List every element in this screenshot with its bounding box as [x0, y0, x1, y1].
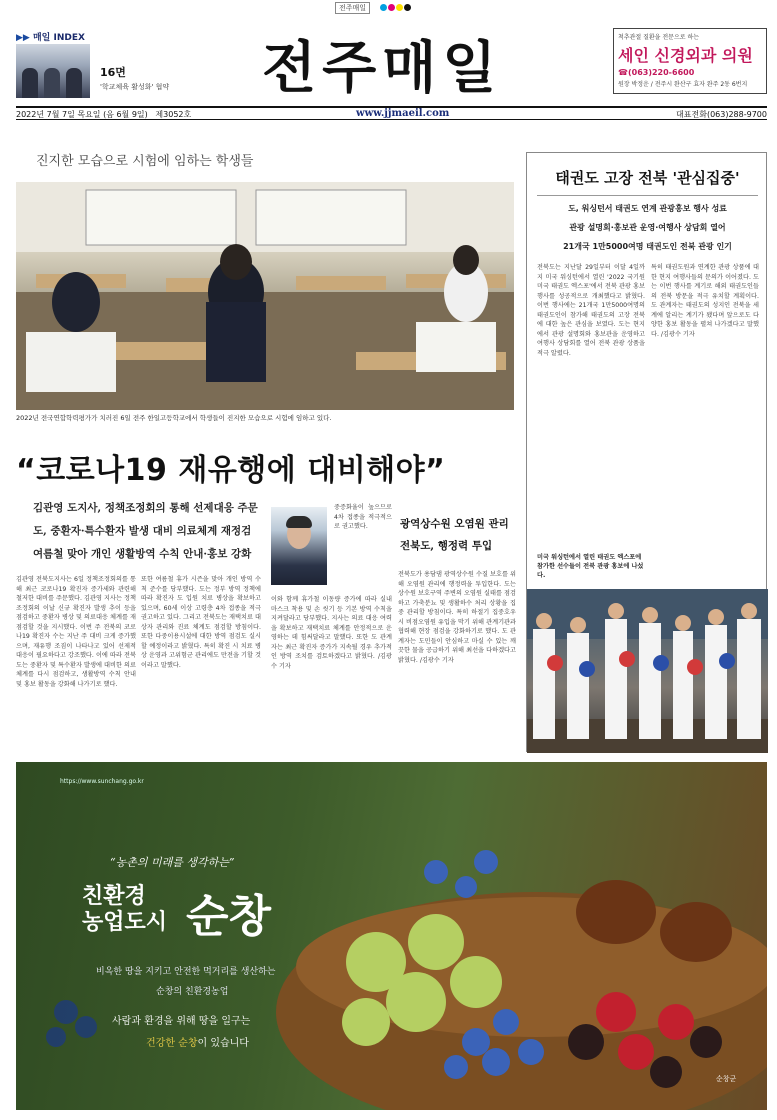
- taekwondo-headline[interactable]: 태권도 고장 전북 '관심집중': [555, 169, 740, 187]
- taekwondo-column-2: 특히 태권도원과 연계한 관광 상품에 대한 현지 여행사들의 문의가 이어졌다. 도는 이번 행사를 계기로 해외 태권도인들의 전북 방문을 적극 유치할 계획이다. 도 관계자는 태권도의 성지인 전북을 세계에 알리는 계기가 됐다며 앞으로도 다양한 홍보 활동을 펼쳐 나가겠다고 말했다. /김광수 기자: [651, 264, 759, 338]
- classroom-photo: [16, 182, 514, 410]
- article-column-3: 이와 함께 휴가철 이동량 증가에 따라 실내 마스크 착용 및 손 씻기 등 기본 방역 수칙을 지켜달라고 당부했다. 지사는 의료 대응 여력을 확보하고 재택치료 체계를 안정적으로 운영하는 데 힘써달라고 말했다. 또한 도 관계자는 최근 확진자 증가가 지속될 경우 추가적인 방역 조치를 검토하겠다고 밝혔다. /김광수 기자: [271, 596, 392, 670]
- article-column-2: 또한 여름철 휴가 시즌을 맞아 개인 방역 수칙 준수를 당부했다. 도는 정부 방역 정책에 따라 확진자 도 입원 치료 병상을 확보하고 있으며, 60세 이상 고령층 4차 접종을 적극 권고하고 있다. 그리고 전북도는 재택치료 대상자 관리와 진료 체계도 점검할 방침이다. 또한 다중이용시설에 대한 방역 점검도 실시할 예정이라고 밝혔다. 특히 확진 시 치료 병상 운영과 고위험군 관리에도 만전을 기할 것이라고 말했다.: [141, 576, 261, 669]
- governor-portrait: [271, 507, 327, 585]
- index-page: 16면: [100, 66, 126, 79]
- article-subhead-3: 여름철 맞아 개인 생활방역 수칙 안내·홍보 강화: [33, 548, 252, 560]
- site-url[interactable]: www.jjmaeil.com: [356, 108, 450, 119]
- taekwondo-column-1: 전북도는 지난달 29일부터 이달 4일까지 미국 워싱턴에서 열린 '2022 국기원 미국 태권도 엑스포'에서 전북 관광 홍보 행사를 성공적으로 개최했다고 밝혔다. 이번 행사에는 21개국 1만5000여명의 태권도인이 참가해 태권도의 고장 전북에 대한 높은 관심을 보였다. 도는 현지에서 관광 설명회와 홍보관을 운영하고 여행사 상담회를 열어 전북 관광 상품을 적극 알렸다.: [537, 264, 645, 357]
- main-headline[interactable]: “코로나19 재유행에 대비해야”: [16, 453, 446, 488]
- article-subhead-2: 도, 중환자·특수환자 발생 대비 의료체계 재정검: [33, 525, 252, 537]
- article-subhead-1: 김관영 도지사, 정책조정회의 통해 선제대응 주문: [33, 502, 258, 514]
- issue-date: 2022년 7월 7일 목요일 (음 6월 9일) 제3052호: [16, 110, 192, 119]
- ad-line-3: 사람과 환경을 위해 땅을 일구는: [112, 1016, 251, 1027]
- side-headline-1: 광역상수원 오염원 관리: [400, 518, 509, 530]
- ad-line-4: 건강한 순창이 있습니다: [146, 1038, 249, 1049]
- side-headline-2: 전북도, 행정력 투입: [400, 540, 493, 552]
- section-tag: 전주매일: [335, 2, 370, 14]
- article-column-3-top: 중증화율이 높으므로 4차 접종을 적극적으로 권고했다.: [334, 504, 392, 530]
- photo-heading: 진지한 모습으로 시험에 임하는 학생들: [36, 154, 254, 169]
- sunchang-ad[interactable]: [16, 762, 767, 1110]
- clinic-ad-address: 원장 박정운 / 전주시 완산구 효자 완주 2동 6번지: [618, 81, 748, 88]
- clinic-ad-line1: 척추관절 질환을 전문으로 하는: [618, 34, 700, 41]
- newspaper-logo[interactable]: 전주매일: [262, 36, 503, 101]
- clinic-ad-brand: 세인 신경외과 의원: [618, 46, 753, 65]
- taekwondo-subhead-3: 21개국 1만5000여명 태권도인 전북 관광 인기: [563, 242, 732, 251]
- index-box[interactable]: [16, 30, 206, 102]
- index-title: ▶▶ 매일 INDEX: [16, 33, 85, 43]
- ad-url[interactable]: https://www.sunchang.go.kr: [60, 778, 144, 785]
- clinic-ad[interactable]: [613, 28, 767, 94]
- taekwondo-caption: 미국 워싱턴에서 열린 태권도 엑스포에 참가한 선수들이 전북 관광 홍보에 나섰다.: [537, 554, 644, 579]
- taekwondo-subhead-2: 관광 설명회·홍보관 운영·여행사 상담회 열어: [569, 223, 726, 232]
- ad-title-left: 친환경 농업도시: [82, 884, 168, 935]
- clinic-ad-tel: ☎(063)220-6600: [618, 68, 695, 77]
- index-photo: [16, 44, 90, 98]
- ad-slogan: “농촌의 미래를 생각하는”: [110, 856, 235, 869]
- main-tel: 대표전화(063)288-9700: [676, 110, 767, 119]
- cmyk-marks: [380, 3, 412, 11]
- sunchang-logo: 순창군: [716, 1075, 737, 1083]
- taekwondo-article-box: [526, 152, 767, 752]
- side-headline[interactable]: [400, 513, 509, 557]
- side-article-body: 전북도가 용담댐 광역상수원 수질 보호를 위해 오염원 관리에 행정력을 투입한다. 도는 상수원 보호구역 주변의 오염원 실태를 점검하고 가축분뇨 및 생활하수 처리 상황을 집중 관리할 방침이다. 특히 하절기 집중호우 시 비점오염원 유입을 막기 위해 관계기관과 협력해 현장 점검을 강화하기로 했다. 도 관계자는 도민들이 안심하고 마실 수 있는 깨끗한 물을 공급하기 위해 최선을 다하겠다고 밝혔다. /김광수 기자: [398, 571, 516, 664]
- index-caption: '학교체육 활성화' 협약: [100, 83, 170, 91]
- divider: [537, 195, 758, 196]
- taekwondo-subhead-1: 도, 워싱턴서 태권도 연계 관광홍보 행사 성료: [568, 204, 727, 213]
- taekwondo-photo: [527, 589, 768, 753]
- dateline: [16, 106, 767, 120]
- photo-caption: 2022년 전국연합학력평가가 치러진 6일 전주 한일고등학교에서 학생들이 진지한 모습으로 시험에 임하고 있다.: [16, 414, 332, 422]
- arrow-icon: ▶▶: [16, 33, 30, 43]
- ad-line-1: 비옥한 땅을 지키고 안전한 먹거리를 생산하는: [96, 967, 276, 977]
- ad-title-main: 순창: [186, 891, 272, 942]
- article-column-1: 김관영 전북도지사는 6일 정책조정회의를 통해 최근 코로나19 확진자 증가세와 관련해 철저한 대비를 주문했다. 김관영 지사는 정책조정회의 이날 신규 확진자 발생 추이 등을 점검하고 중환자 병상 및 의료대응 체계를 재점검할 것을 지시했다. 이번 주 전북의 코로나19 확진자 수는 지난 주 대비 크게 증가했으며, 재유행 조짐이 나타나고 있어 선제적 대응이 필요하다고 강조했다. 이에 따라 전북도는 중환자 및 특수환자 발생에 대비한 의료체계를 다시 점검하고, 생활방역 수칙 안내 및 홍보 활동을 강화해 나가기로 했다.: [16, 576, 136, 688]
- ad-line-2: 순창의 친환경농업: [156, 987, 229, 997]
